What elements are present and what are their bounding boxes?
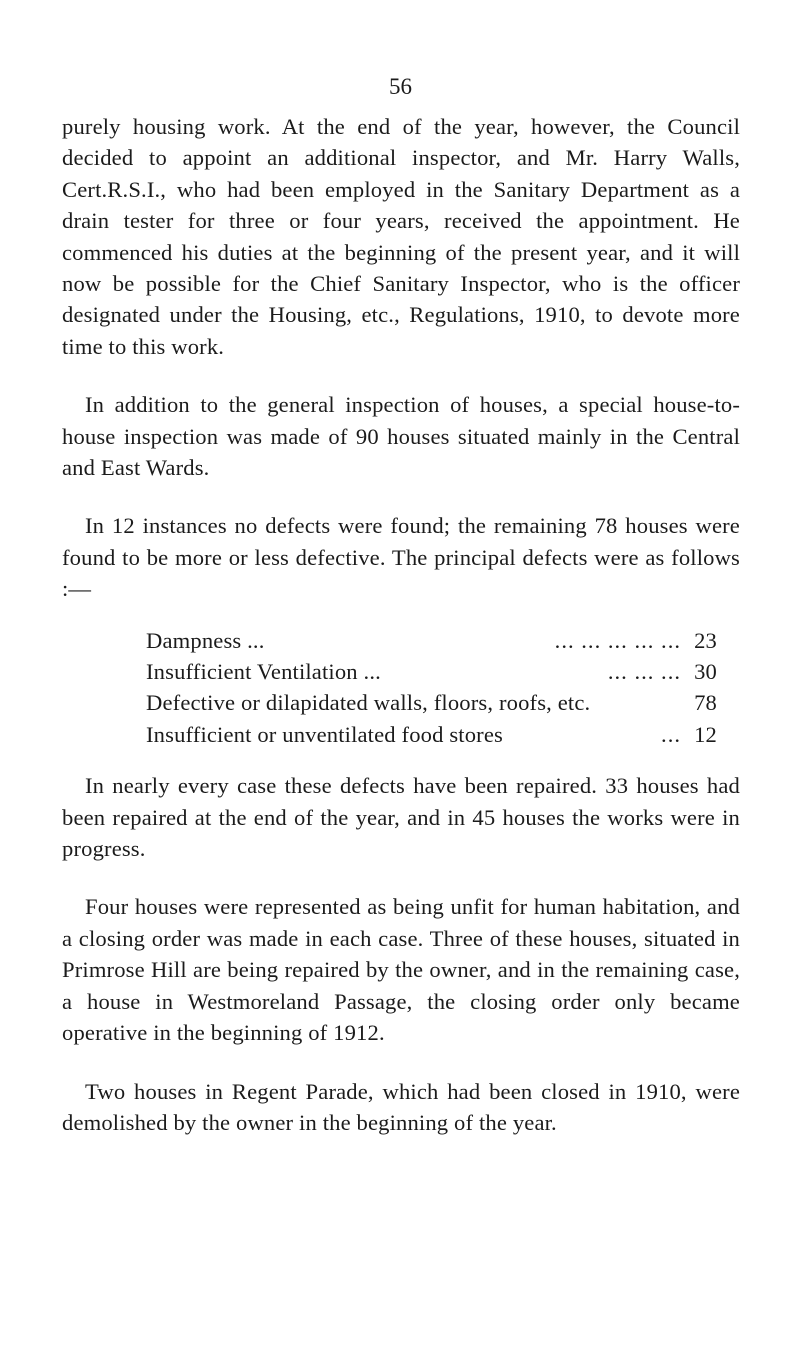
defect-row-ventilation (146, 656, 717, 687)
body-text (62, 111, 740, 1138)
page-number: 56 (389, 74, 412, 99)
defect-label: Insufficient Ventilation ... (146, 659, 381, 685)
defect-label: Defective or dilapidated walls, floors, roofs, etc. (146, 690, 591, 716)
defect-row-walls (146, 687, 717, 718)
paragraph-appointment: purely housing work. At the end of the year, however, the Council decided to appoint an additional inspector, and Mr. Harry Walls, Cert.R.S.I., who had been employed in the Sanitary Department as a drain tester for three or four years, received the appointment. He commenced his duties at the beginning of the present year, and it will now be possible for the Chief Sanitary Inspector, who is the officer designated under the Housing, etc., Regulations, 1910, to devote more time to this work. (62, 114, 740, 359)
defect-leader-dots: ... ... ... (607, 659, 681, 685)
paragraph-defects-intro: In 12 instances no defects were found; the remaining 78 houses were found to be more or less defective. The principal defects were as follows :— (62, 513, 740, 602)
paragraph-regent-parade: Two houses in Regent Parade, which had been closed in 1910, were demolished by the owner in the beginning of the year. (62, 1078, 740, 1135)
defect-row-dampness (146, 625, 717, 656)
paragraph-unfit-houses: Four houses were represented as being unfit for human habitation, and a closing order was made in each case. Three of these houses, situated in Primrose Hill are being repaired by the owner, and in the remaining case, a house in Westmoreland Passage, the closing order only became operative in the beginning of 1912. (62, 894, 740, 1046)
defect-row-food-stores (146, 719, 717, 750)
defect-count: 30 (694, 659, 717, 685)
defect-count: 23 (694, 627, 717, 653)
defect-count: 78 (694, 690, 717, 716)
paragraph-repairs: In nearly every case these defects have been repaired. 33 houses had been repaired at the end of the year, and in 45 houses the works were in progress. (62, 773, 740, 862)
defect-label: Dampness ... (146, 627, 265, 653)
defect-label: Insufficient or unventilated food stores (146, 721, 503, 747)
defects-table (62, 625, 717, 751)
defect-count: 12 (694, 721, 717, 747)
defect-leader-dots: ... ... ... ... ... (554, 627, 681, 653)
defect-leader-dots: ... (661, 721, 681, 747)
paragraph-special-inspection: In addition to the general inspection of houses, a special house-to-house inspection was made of 90 houses situated mainly in the Central and East Wards. (62, 392, 740, 481)
